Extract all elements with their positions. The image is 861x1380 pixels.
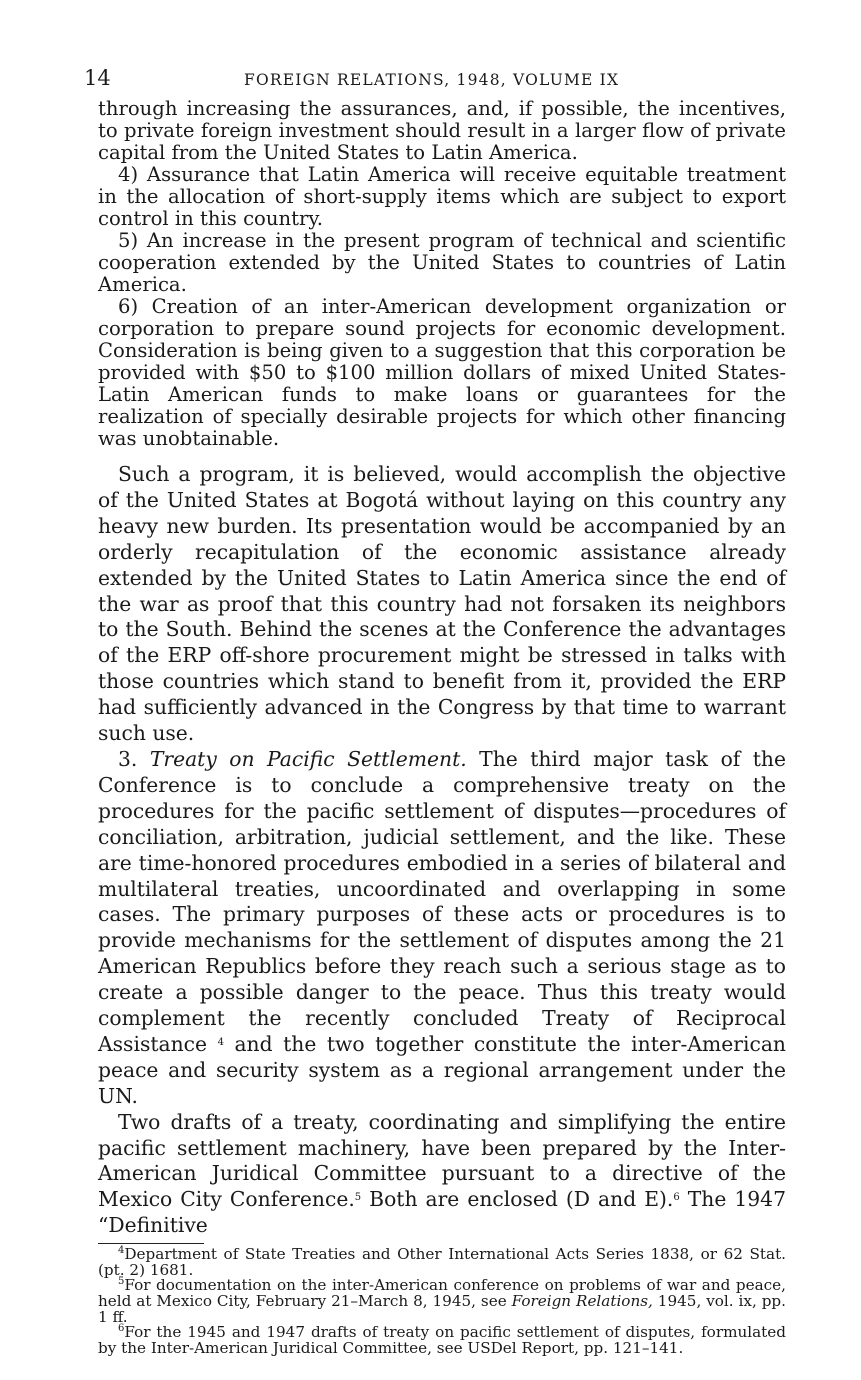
drafts-text: Two drafts of a treaty, coordinating and simplifying the entire pacific settlement machinery, have been prepared by the Inter-American Juridical Committee pursuant to a directive of the Mexico City Conference. bbox=[98, 1109, 786, 1212]
program-paragraph: Such a program, it is believed, would accomplish the objective of the United States at Bogotá without laying on this country any heavy new burden. Its presentation would be accompanied by an orderly recapitulation of the economic assistance already extended by the United States to Latin America since the end of the war as proof that this country had not forsaken its neighbors to the South. Behind the scenes at the Conference the advantages of the ERP off-shore procurement might be stressed in talks with those countries which stand to benefit from it, provided the ERP had sufficiently advanced in the Congress by that time to warrant such use. bbox=[98, 462, 786, 746]
continuation-paragraph: through increasing the assurances, and, if possible, the incentives, to private foreign investment should result in a larger flow of private capital from the United States to Latin America. bbox=[98, 97, 786, 164]
list-item: 4) Assurance that Latin America will receive equitable treatment in the allocation of short-supply items which are subject to export control in this country. bbox=[98, 163, 786, 230]
footnote bbox=[98, 1278, 786, 1325]
footnote-italic: Foreign Relations, bbox=[511, 1291, 653, 1310]
treaty-paragraph bbox=[98, 747, 786, 1110]
footnote-marker: 5 bbox=[118, 1276, 125, 1288]
drafts-paragraph bbox=[98, 1110, 786, 1240]
drafts-text-continued: Both are enclosed (D and E). bbox=[361, 1187, 674, 1212]
section-heading: Treaty on Pacific Settlement. bbox=[149, 746, 467, 771]
drafts-text-end: The 1947 “Definitive bbox=[98, 1187, 786, 1238]
footnote bbox=[98, 1325, 786, 1356]
page-number: 14 bbox=[84, 66, 111, 90]
footnote-text: For the 1945 and 1947 drafts of treaty on pacific settlement of disputes, formulated by the Inter-American Juridical Committee, see USDel Report, pp. 121–141. bbox=[98, 1323, 786, 1357]
document-page bbox=[84, 62, 786, 1357]
running-head: FOREIGN RELATIONS, 1948, VOLUME IX bbox=[244, 71, 620, 89]
treaty-text-continued: and the two together constitute the inter-American peace and security system as a regional arrangement under the UN. bbox=[98, 1031, 786, 1108]
footnote-text-end: 1945, vol. ix, pp. 1 ff. bbox=[98, 1291, 786, 1326]
footnote bbox=[98, 1247, 786, 1278]
footnote-ref[interactable]: 5 bbox=[354, 1192, 362, 1204]
page-header bbox=[84, 62, 786, 98]
footnote-text: For documentation on the inter-American conference on problems of war and peace, held at Mexico City, February 21–March 8, 1945, see bbox=[98, 1276, 786, 1310]
footnote-marker: 4 bbox=[118, 1245, 125, 1257]
footnote-ref[interactable]: 6 bbox=[673, 1192, 680, 1204]
footnote-marker: 6 bbox=[118, 1323, 125, 1335]
footnote-divider bbox=[98, 1243, 204, 1244]
treaty-text: The third major task of the Conference is to conclude a comprehensive treaty on the procedures for the pacific settlement of disputes—procedures of conciliation, arbitration, judicial settlement, and the like. These are time-honored procedures embodied in a series of bilateral and multilateral treaties, uncoordinated and overlapping in some cases. The primary purposes of these acts or procedures is to provide mechanisms for the settlement of disputes among the 21 American Republics before they reach such a serious stage as to create a possible danger to the peace. Thus this treaty would complement the recently concluded Treaty of Reciprocal Assistance bbox=[98, 746, 786, 1056]
list-item: 6) Creation of an inter-American development organization or corporation to prepare sound projects for economic development. Consideration is being given to a suggestion that this corporation be provided with $50 to $100 million dollars of mixed United States-Latin American funds to make loans or guarantees for the realization of specially desirable projects for which other financing was unobtainable. bbox=[98, 295, 786, 450]
footnote-text: Department of State Treaties and Other International Acts Series 1838, or 62 Stat. (pt. 2) 1681. bbox=[98, 1245, 786, 1279]
list-item: 5) An increase in the present program of technical and scientific cooperation extended by the United States to countries of Latin America. bbox=[98, 229, 786, 296]
footnote-ref[interactable]: 4 bbox=[217, 1036, 224, 1048]
section-number: 3. bbox=[118, 746, 138, 771]
